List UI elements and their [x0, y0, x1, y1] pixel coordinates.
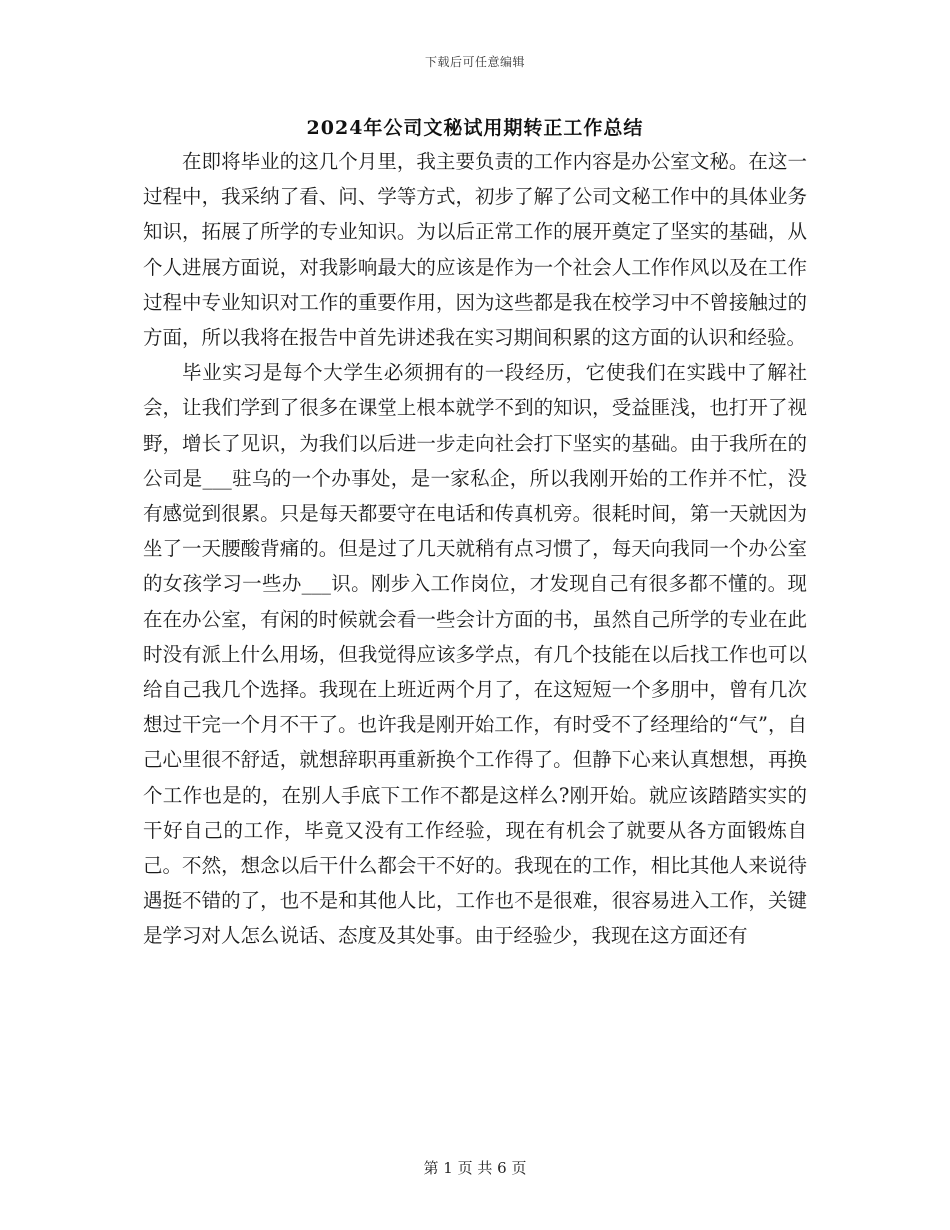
paragraph: 在即将毕业的这几个月里，我主要负责的工作内容是办公室文秘。在这一过程中，我采纳了看、问、学等方式，初步了解了公司文秘工作中的具体业务知识，拓展了所学的专业知识。为以后正常工作的展开奠定了坚实的基础，从个人进展方面说，对我影响最大的应该是作为一个社会人工作作风以及在工作过程中专业知识对工作的重要作用，因为这些都是我在校学习中不曾接触过的方面，所以我将在报告中首先讲述我在实习期间积累的这方面的认识和经验。: [143, 150, 807, 350]
page-indicator: 第 1 页 共 6 页: [423, 1159, 527, 1177]
header-note: 下载后可任意编辑: [424, 55, 525, 69]
document-title: 2024年公司文秘试用期转正工作总结: [306, 117, 644, 139]
document-body: [143, 144, 807, 954]
paragraph: 毕业实习是每个大学生必须拥有的一段经历，它使我们在实践中了解社会，让我们学到了很多在课堂上根本就学不到的知识，受益匪浅，也打开了视野，增长了见识，为我们以后进一步走向社会打下坚实的基础。由于我所在的公司是___驻乌的一个办事处，是一家私企，所以我刚开始的工作并不忙，没有感觉到很累。只是每天都要守在电话和传真机旁。很耗时间，第一天就因为坐了一天腰酸背痛的。但是过了几天就稍有点习惯了，每天向我同一个办公室的女孩学习一些办___识。刚步入工作岗位，才发现自己有很多都不懂的。现在在办公室，有闲的时候就会看一些会计方面的书，虽然自己所学的专业在此时没有派上什么用场，但我觉得应该多学点，有几个技能在以后找工作也可以给自己我几个选择。我现在上班近两个月了，在这短短一个多朋中，曾有几次想过干完一个月不干了。也许我是刚开始工作，有时受不了经理给的“气”，自己心里很不舒适，就想辞职再重新换个工作得了。但静下心来认真想想，再换个工作也是的，在别人手底下工作不都是这样么?刚开始。就应该踏踏实实的干好自己的工作，毕竟又没有工作经验，现在有机会了就要从各方面锻炼自己。不然，想念以后干什么都会干不好的。我现在的工作，相比其他人来说待遇挺不错的了，也不是和其他人比，工作也不是很难，很容易进入工作，关键是学习对人怎么说话、态度及其处事。由于经验少，我现在这方面还有: [143, 361, 807, 948]
